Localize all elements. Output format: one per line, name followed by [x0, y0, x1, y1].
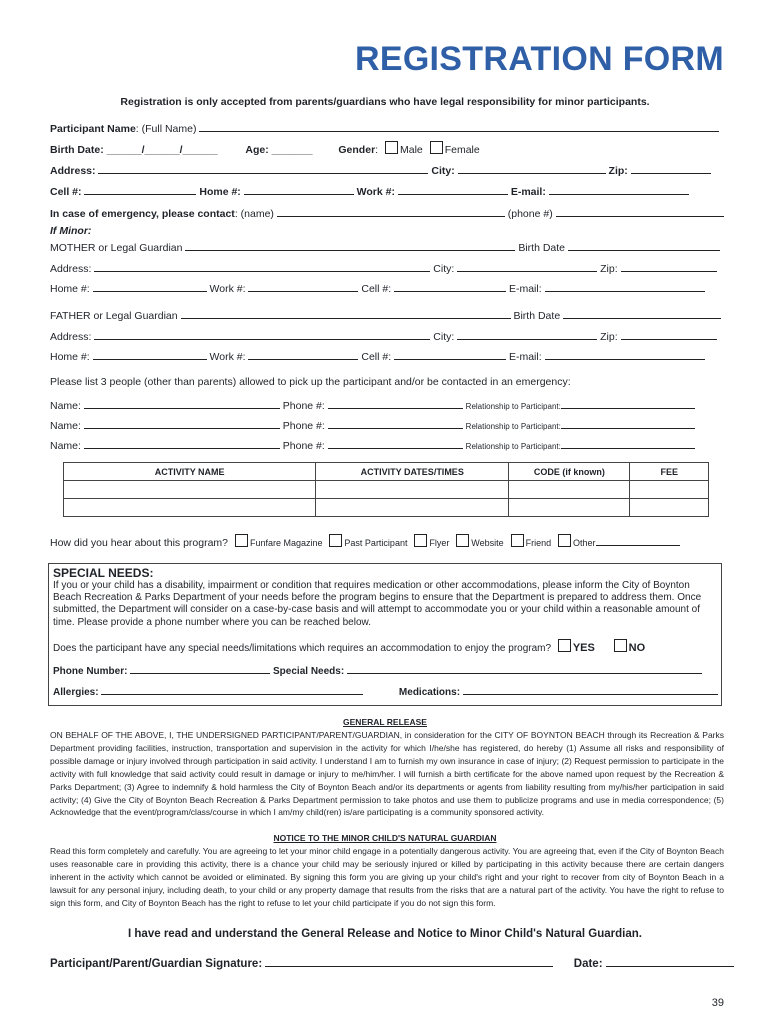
pickup-rel-field[interactable] [561, 397, 695, 409]
father-cell-field[interactable] [394, 348, 506, 360]
female-label: Female [444, 144, 480, 156]
participant-name-row [50, 120, 719, 135]
father-home-label: Home #: [50, 351, 90, 363]
father-birth-field[interactable] [563, 307, 721, 319]
table-cell[interactable] [316, 499, 509, 517]
father-phone-row [50, 348, 705, 363]
cell-field[interactable] [84, 183, 196, 195]
father-home-field[interactable] [93, 348, 207, 360]
father-work-field[interactable] [248, 348, 358, 360]
address-field[interactable] [98, 162, 428, 174]
father-work-label: Work #: [209, 351, 246, 363]
special-needs-box [48, 563, 722, 706]
table-cell[interactable] [64, 481, 316, 499]
table-row [64, 499, 709, 517]
father-address-field[interactable] [94, 328, 430, 340]
father-city-field[interactable] [457, 328, 597, 340]
pickup-rel-label: Relationship to Participant: [465, 402, 561, 411]
emergency-row [50, 205, 724, 220]
mother-email-field[interactable] [545, 280, 705, 292]
general-release-heading: GENERAL RELEASE [343, 717, 427, 727]
table-cell[interactable] [64, 499, 316, 517]
yes-label: YES [572, 642, 595, 654]
pickup-intro: Please list 3 people (other than parents) allowed to pick up the participant and/or be contacted in an emergency: [50, 376, 571, 388]
mother-address-label: Address: [50, 263, 92, 275]
special-needs-question: Does the participant have any special needs/limitations which requires an accommodation to enjoy the program? [53, 643, 552, 654]
participant-name-field[interactable] [199, 120, 719, 132]
gender-colon: : [375, 144, 379, 156]
hear-option-label: Past Participant [344, 538, 408, 548]
email-label: E-mail [510, 186, 543, 198]
participant-name-label: Participant Name [50, 123, 136, 135]
pickup-phone-field[interactable] [328, 397, 463, 409]
special-needs-label: Special Needs [273, 666, 341, 677]
pickup-name-label: Name: [50, 440, 81, 452]
pickup-row [50, 437, 695, 452]
notice-text: Read this form completely and carefully. You are agreeing to let your minor child engage in a potentially dangerous activity. You are agreeing that, even if the City of Boynton Beach uses reasonable care in providing this activity, there is a chance your child may be seriously injured or killed by participating in this activity because there are certain dangers inherent in the activity which cannot be avoided or eliminated. By signing this form you are giving up your child's right and your right to recover from city of Boynton Beach in a lawsuit for any personal injury, including death, to your child or any property damage that results from the risks that are a natural part of the activity. You have the right to refuse to sign this form, and City of Boynton Beach has the right to refuse to let your child participate if you do not sign this form. [50, 846, 724, 908]
table-cell[interactable] [316, 481, 509, 499]
allergies-field[interactable] [101, 683, 363, 695]
father-address-row [50, 328, 717, 343]
special-needs-heading: SPECIAL NEEDS: [53, 566, 154, 580]
female-checkbox[interactable] [430, 141, 443, 154]
father-email-label: E-mail: [508, 351, 542, 363]
address-label: Address [50, 165, 93, 177]
father-label: FATHER or Legal Guardian [50, 310, 178, 322]
no-label: NO [628, 642, 646, 654]
cell-label: Cell # [50, 186, 79, 198]
other-field[interactable] [596, 534, 680, 546]
mother-zip-field[interactable] [621, 260, 717, 272]
date-label: Date: [573, 958, 603, 970]
phone-email-row: Cell #: Home #: Work #: E-mail: [50, 183, 689, 198]
no-checkbox[interactable] [614, 639, 627, 652]
mother-work-field[interactable] [248, 280, 358, 292]
mother-label: MOTHER or Legal Guardian [50, 242, 183, 254]
pickup-name-field[interactable] [84, 437, 280, 449]
page-number: 39 [711, 997, 724, 1009]
mother-city-label: City: [433, 263, 455, 275]
father-row [50, 307, 721, 322]
address-row: Address: City: Zip: [50, 162, 711, 177]
mother-address-field[interactable] [94, 260, 430, 272]
emergency-name-field[interactable] [277, 205, 505, 217]
table-cell[interactable] [630, 481, 709, 499]
birth-date-label: Birth Date [50, 144, 101, 156]
hear-option-label: Funfare Magazine [249, 538, 323, 548]
mother-phone-row [50, 280, 705, 295]
gender-label: Gender [338, 144, 376, 156]
father-field[interactable] [181, 307, 511, 319]
table-cell[interactable] [509, 499, 630, 517]
pickup-name-label: Name: [50, 400, 81, 412]
father-birth-label: Birth Date [513, 310, 561, 322]
father-zip-label: Zip: [600, 331, 618, 343]
signature-row [50, 955, 734, 970]
activity-code-header: CODE (if known) [509, 463, 630, 481]
activity-fee-header: FEE [630, 463, 709, 481]
pickup-phone-field[interactable] [328, 417, 463, 429]
mother-email-label: E-mail: [508, 283, 542, 295]
birth-date-field[interactable]: : ______/______/______ [100, 144, 218, 156]
activity-name-header: ACTIVITY NAME [64, 463, 316, 481]
city-label: City [431, 165, 452, 177]
phone-needs-row: Phone Number: Special Needs: [53, 662, 702, 677]
pickup-name-field[interactable] [84, 397, 280, 409]
hear-question: How did you hear about this program? [50, 537, 229, 549]
yes-checkbox[interactable] [558, 639, 571, 652]
activity-dates-header: ACTIVITY DATES/TIMES [316, 463, 509, 481]
zip-field[interactable] [631, 162, 711, 174]
hear-option-label: Website [471, 538, 504, 548]
flyer-checkbox[interactable] [414, 534, 427, 547]
date-field[interactable] [606, 955, 734, 967]
signature-label: Participant/Parent/Guardian Signature: [50, 958, 263, 970]
table-row [64, 481, 709, 499]
pickup-rel-label: Relationship to Participant: [465, 422, 561, 431]
mother-zip-label: Zip: [600, 263, 618, 275]
pickup-name-label: Name: [50, 420, 81, 432]
mother-birth-label: Birth Date [518, 242, 566, 254]
pickup-phone-label: Phone #: [282, 400, 325, 412]
table-cell[interactable] [509, 481, 630, 499]
mother-home-label: Home #: [50, 283, 90, 295]
mother-cell-field[interactable] [394, 280, 506, 292]
funfare-checkbox[interactable] [235, 534, 248, 547]
emergency-phone-label: (phone #) [507, 208, 553, 220]
father-city-label: City: [433, 331, 455, 343]
father-address-label: Address: [50, 331, 92, 343]
pickup-rel-field[interactable] [561, 417, 695, 429]
mother-address-row [50, 260, 717, 275]
pickup-rel-field[interactable] [561, 437, 695, 449]
home-label: Home # [199, 186, 238, 198]
medications-field[interactable] [463, 683, 718, 695]
male-label: Male [400, 144, 423, 156]
father-email-field[interactable] [545, 348, 705, 360]
emergency-name-hint: : (name) [234, 208, 274, 220]
hear-option-label: Friend [525, 538, 552, 548]
allergies-medications-row: Allergies: Medications: [53, 683, 718, 698]
other-checkbox[interactable] [558, 534, 571, 547]
friend-checkbox[interactable] [511, 534, 524, 547]
mother-city-field[interactable] [457, 260, 597, 272]
work-label: Work # [356, 186, 392, 198]
phone-number-label: Phone Number [53, 666, 125, 677]
hear-option-label: Flyer [429, 538, 450, 548]
mother-field[interactable] [185, 239, 515, 251]
mother-home-field[interactable] [93, 280, 207, 292]
emergency-label: In case of emergency, please contact [50, 208, 235, 220]
city-field[interactable] [458, 162, 606, 174]
past-participant-checkbox[interactable] [329, 534, 342, 547]
special-needs-text: If you or your child has a disability, impairment or condition that requires medication or other accommodations, please inform the City of Boynton Beach Recreation & Parks Department of your needs before the program begins to ensure that the Department is prepared to address them. Once submitted, the Department will consider on a case-by-case basis and will attempt to accommodate you or your child within a reasonable amount of time. Please provide a phone number where you can be reached below. [53, 580, 702, 628]
phone-number-field[interactable] [130, 662, 270, 674]
pickup-phone-field[interactable] [328, 437, 463, 449]
general-release-text: ON BEHALF OF THE ABOVE, I, THE UNDERSIGNED PARTICIPANT/PARENT/GUARDIAN, in consideration for the CITY OF BOYNTON BEACH through its Recreation & Parks Department providing facilities, instruction, transportation and supervision in the activity for which I/he/she has registered, do hereby (1) Assume all risks and responsibility of possible damage or injury involved through participation in said activity. I understand I am to furnish my own insurance in case of injury; (2) Request permission to participate in the activity with full knowledge that said activity could result in damage or injury to me/him/her. I will furnish a birth certificate for the above named upon request by the Recreation & Parks Department; (3) Agree to indemnify & hold harmless the City of Boynton Beach and/or its departments or agents from liability resulting from my/his/her participation in said activity; (4) Give the City of Boynton Beach Recreation & Parks Department permission to take photos and use them to publicize programs and use in media correspondence; (5) Acknowledge that the event/program/class/course in which I am/my child(ren) is/are participating is a community sponsored activity. [50, 730, 724, 818]
mother-row [50, 239, 720, 254]
birth-age-gender-row [50, 141, 480, 156]
activity-table [63, 462, 709, 517]
pickup-name-field[interactable] [84, 417, 280, 429]
home-field[interactable] [244, 183, 354, 195]
pickup-rel-label: Relationship to Participant: [465, 442, 561, 451]
pickup-phone-label: Phone #: [282, 420, 325, 432]
mother-work-label: Work #: [209, 283, 246, 295]
zip-label: Zip [608, 165, 625, 177]
table-cell[interactable] [630, 499, 709, 517]
pickup-phone-label: Phone #: [282, 440, 325, 452]
father-cell-label: Cell #: [361, 351, 392, 363]
father-zip-field[interactable] [621, 328, 717, 340]
special-needs-field[interactable] [347, 662, 702, 674]
hear-option-label: Other [573, 538, 596, 548]
notice-heading: NOTICE TO THE MINOR CHILD'S NATURAL GUARDIAN [273, 833, 497, 843]
activity-table-header [64, 463, 709, 481]
work-field[interactable] [398, 183, 508, 195]
declaration: I have read and understand the General Release and Notice to Minor Child's Natural Guardian. [128, 928, 642, 940]
special-needs-question-row [53, 639, 645, 654]
male-checkbox[interactable] [385, 141, 398, 154]
hear-row [50, 534, 680, 549]
mother-birth-field[interactable] [568, 239, 720, 251]
form-title: REGISTRATION FORM [354, 40, 724, 78]
if-minor-heading: If Minor: [50, 225, 92, 237]
pickup-row [50, 397, 695, 412]
age-label: Age [245, 144, 266, 156]
emergency-phone-field[interactable] [556, 205, 724, 217]
participant-name-hint: : (Full Name) [135, 123, 197, 135]
allergies-label: Allergies [53, 687, 96, 698]
age-field[interactable]: : _______ [265, 144, 313, 156]
signature-field[interactable] [265, 955, 553, 967]
website-checkbox[interactable] [456, 534, 469, 547]
mother-cell-label: Cell #: [361, 283, 392, 295]
medications-label: Medications [398, 687, 457, 698]
pickup-row [50, 417, 695, 432]
form-subtitle: Registration is only accepted from parents/guardians who have legal responsibility for minor participants. [120, 96, 650, 108]
email-field[interactable] [549, 183, 689, 195]
